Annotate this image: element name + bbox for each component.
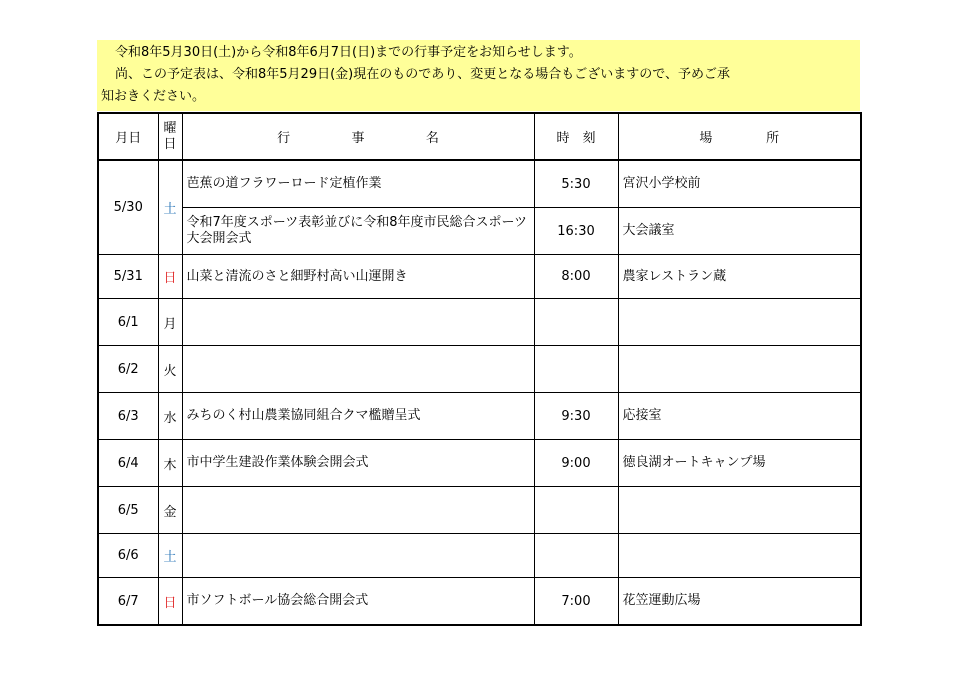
header-date: 月日 <box>98 113 158 160</box>
event-time-cell <box>534 534 618 578</box>
notice-box <box>97 40 860 111</box>
event-time-cell <box>534 487 618 534</box>
header-place <box>618 113 861 160</box>
date-cell: 5/31 <box>98 255 158 299</box>
event-time-cell: 5:30 <box>534 160 618 208</box>
table-row <box>98 346 861 393</box>
date-cell: 6/5 <box>98 487 158 534</box>
table-row <box>98 534 861 578</box>
schedule-table <box>97 112 862 626</box>
table-row <box>98 440 861 487</box>
date-cell: 5/30 <box>98 160 158 255</box>
date-cell: 6/2 <box>98 346 158 393</box>
notice-line-1: 令和8年5月30日(土)から令和8年6月7日(日)までの行事予定をお知らせします。 <box>115 45 582 60</box>
event-place-cell: 応接室 <box>618 393 861 440</box>
header-event-char-2: 事 <box>351 131 365 146</box>
weekday-cell: 金 <box>158 487 182 534</box>
header-place-char-1: 場 <box>699 131 713 146</box>
event-name-cell: みちのく村山農業協同組合クマ檻贈呈式 <box>182 393 534 440</box>
event-name-cell <box>182 299 534 346</box>
weekday-cell: 火 <box>158 346 182 393</box>
weekday-cell: 木 <box>158 440 182 487</box>
event-place-cell: 農家レストラン蔵 <box>618 255 861 299</box>
header-row <box>98 113 861 160</box>
table-row <box>98 208 861 255</box>
header-weekday-1: 曜 <box>163 120 177 136</box>
event-place-cell: 徳良湖オートキャンプ場 <box>618 440 861 487</box>
event-time-cell <box>534 346 618 393</box>
header-event-char-1: 行 <box>277 131 291 146</box>
event-name-cell: 市ソフトボール協会総合開会式 <box>182 578 534 626</box>
weekday-cell: 水 <box>158 393 182 440</box>
table-row <box>98 255 861 299</box>
header-event-char-3: 名 <box>425 131 439 146</box>
header-time: 時 刻 <box>534 113 618 160</box>
event-time-cell: 9:00 <box>534 440 618 487</box>
notice-line-3: 知おきください。 <box>101 89 206 104</box>
event-time-cell: 7:00 <box>534 578 618 626</box>
table-row <box>98 487 861 534</box>
event-name-cell <box>182 534 534 578</box>
schedule-body <box>98 160 861 625</box>
event-place-cell <box>618 534 861 578</box>
weekday-cell: 土 <box>158 160 182 255</box>
event-name-cell <box>182 487 534 534</box>
event-place-cell: 宮沢小学校前 <box>618 160 861 208</box>
weekday-cell: 日 <box>158 578 182 626</box>
table-row <box>98 578 861 626</box>
header-event <box>182 113 534 160</box>
notice-line-2: 尚、この予定表は、令和8年5月29日(金)現在のものであり、変更となる場合もございますので、予めご承 <box>115 67 730 82</box>
weekday-cell: 月 <box>158 299 182 346</box>
event-name-cell: 市中学生建設作業体験会開会式 <box>182 440 534 487</box>
table-row <box>98 393 861 440</box>
event-name-cell: 山菜と清流のさと細野村高い山運開き <box>182 255 534 299</box>
event-name-cell <box>182 346 534 393</box>
weekday-cell: 土 <box>158 534 182 578</box>
event-time-cell <box>534 299 618 346</box>
weekday-cell: 日 <box>158 255 182 299</box>
event-place-cell <box>618 487 861 534</box>
event-place-cell <box>618 346 861 393</box>
date-cell: 6/4 <box>98 440 158 487</box>
date-cell: 6/3 <box>98 393 158 440</box>
header-weekday <box>158 113 182 160</box>
event-place-cell: 大会議室 <box>618 208 861 255</box>
event-time-cell: 8:00 <box>534 255 618 299</box>
event-name-cell: 令和7年度スポーツ表彰並びに令和8年度市民総合スポーツ大会開会式 <box>182 208 534 255</box>
event-place-cell <box>618 299 861 346</box>
event-time-cell: 16:30 <box>534 208 618 255</box>
date-cell: 6/6 <box>98 534 158 578</box>
event-time-cell: 9:30 <box>534 393 618 440</box>
event-place-cell: 花笠運動広場 <box>618 578 861 626</box>
header-place-char-2: 所 <box>766 131 780 146</box>
table-row <box>98 299 861 346</box>
date-cell: 6/7 <box>98 578 158 626</box>
date-cell: 6/1 <box>98 299 158 346</box>
event-name-cell: 芭蕉の道フラワーロード定植作業 <box>182 160 534 208</box>
table-row <box>98 160 861 208</box>
header-weekday-2: 日 <box>163 136 177 152</box>
